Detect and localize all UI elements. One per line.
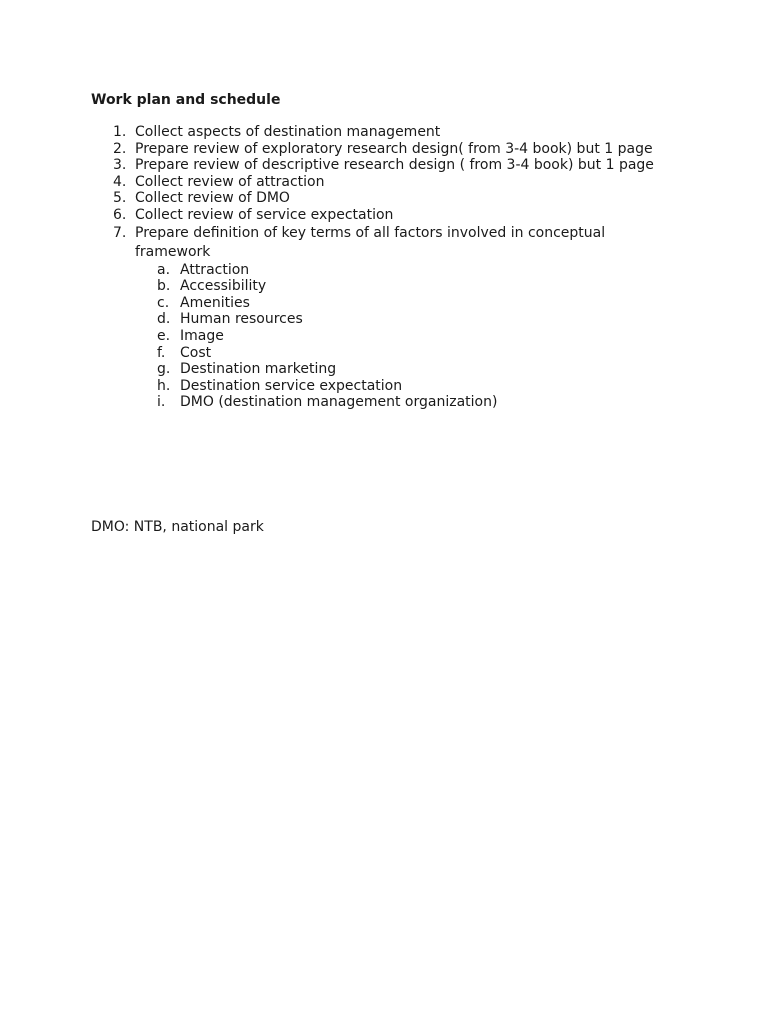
list-item — [113, 124, 654, 141]
list-item-text: Prepare definition of key terms of all factors involved in conceptual framework — [135, 224, 606, 260]
footer-note: DMO: NTB, national park — [91, 519, 264, 535]
key-terms-sublist — [157, 262, 654, 411]
list-item-number: 6. — [113, 206, 127, 223]
list-item-number: 5. — [113, 190, 127, 207]
list-item-number: 4. — [113, 173, 127, 190]
sublist-item — [157, 262, 654, 279]
list-item-text: Collect aspects of destination management — [135, 124, 441, 140]
sublist-item — [157, 278, 654, 295]
sublist-item-letter: f. — [157, 344, 166, 361]
list-item-text: Collect review of DMO — [135, 190, 290, 207]
sublist-item-letter: a. — [157, 261, 171, 278]
document-title: Work plan and schedule — [91, 92, 281, 108]
sublist-item-text: Destination service expectation — [180, 377, 403, 394]
sublist-item-text: Cost — [180, 344, 212, 361]
sublist-item — [157, 295, 654, 312]
sublist-item-text: Destination marketing — [180, 361, 337, 378]
list-item-number: 3. — [113, 157, 127, 174]
sublist-item-letter: d. — [157, 311, 171, 328]
sublist-item-letter: b. — [157, 278, 171, 295]
sublist-item — [157, 328, 654, 345]
list-item-number: 1. — [113, 124, 127, 140]
sublist-item — [157, 361, 654, 378]
list-item-text: Collect review of service expectation — [135, 206, 394, 223]
list-item — [113, 224, 654, 411]
list-item-number: 2. — [113, 140, 127, 157]
list-item-text: Prepare review of descriptive research design ( from 3-4 book) but 1 page — [135, 157, 654, 174]
list-item — [113, 157, 654, 174]
sublist-item-text: Image — [180, 327, 224, 344]
list-item-text: Prepare review of exploratory research design( from 3-4 book) but 1 page — [135, 140, 653, 157]
sublist-item — [157, 394, 654, 411]
sublist-item — [157, 378, 654, 395]
sublist-item-text: DMO (destination management organization) — [180, 394, 498, 411]
list-item-number: 7. — [113, 224, 127, 241]
list-item — [113, 190, 654, 207]
sublist-item-letter: g. — [157, 361, 171, 378]
sublist-item-text: Attraction — [180, 261, 250, 278]
sublist-item — [157, 345, 654, 362]
list-item — [113, 141, 654, 158]
list-item-text: Collect review of attraction — [135, 173, 325, 190]
sublist-item-letter: h. — [157, 377, 171, 394]
sublist-item-letter: c. — [157, 294, 170, 311]
sublist-item-text: Accessibility — [180, 278, 267, 295]
sublist-item-letter: i. — [157, 394, 166, 411]
sublist-item-letter: e. — [157, 327, 171, 344]
sublist-item-text: Human resources — [180, 311, 303, 328]
work-plan-list — [113, 124, 654, 411]
sublist-item-text: Amenities — [180, 294, 250, 311]
list-item — [113, 174, 654, 191]
list-item — [113, 207, 654, 224]
sublist-item — [157, 311, 654, 328]
